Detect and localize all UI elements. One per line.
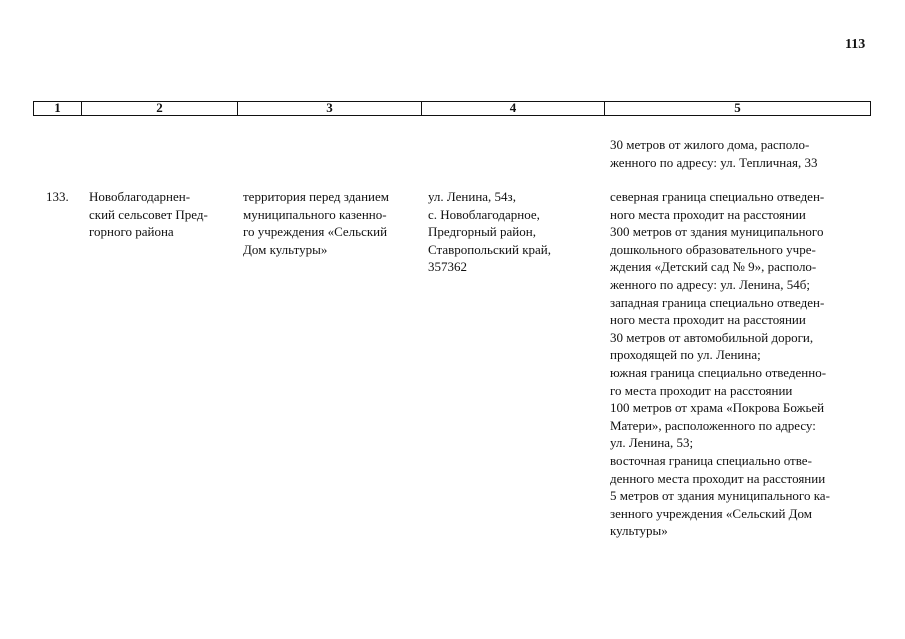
column-header-3: 3 <box>238 102 422 115</box>
address-line: с. Новоблагодарное, <box>428 206 540 222</box>
place-line: муниципального казенно- <box>243 206 387 222</box>
borders-line: ного места проходит на расстоянии <box>610 312 806 328</box>
borders-line: го места проходит на расстоянии <box>610 382 793 398</box>
borders-line: 300 метров от здания муниципального <box>610 224 824 240</box>
place-line: го учреждения «Сельский <box>243 224 388 240</box>
address-line: Ставропольский край, <box>428 241 551 257</box>
borders-line: Матери», расположенного по адресу: <box>610 417 816 433</box>
place-line: Дом культуры» <box>243 241 328 257</box>
organization-line: Новоблагодарнен- <box>89 189 191 204</box>
borders-line: культуры» <box>610 523 668 539</box>
continuation-text <box>610 136 868 171</box>
borders-line: западная граница специально отведен- <box>610 294 825 310</box>
row-borders <box>610 188 868 540</box>
place-line: территория перед зданием <box>243 189 389 204</box>
address-line: 357362 <box>428 259 467 275</box>
borders-line: 5 метров от здания муниципального ка- <box>610 488 830 504</box>
address-line: Предгорный район, <box>428 224 536 240</box>
address-line: ул. Ленина, 54з, <box>428 189 516 204</box>
borders-line: проходящей по ул. Ленина; <box>610 347 761 363</box>
borders-line: 30 метров от автомобильной дороги, <box>610 329 814 345</box>
row-organization <box>89 188 234 241</box>
column-header-2: 2 <box>82 102 238 115</box>
organization-line: ский сельсовет Пред- <box>89 206 208 222</box>
borders-line: южная граница специально отведенно- <box>610 364 827 380</box>
borders-line: северная граница специально отведен- <box>610 189 825 204</box>
column-header-4: 4 <box>422 102 605 115</box>
continuation-line: 30 метров от жилого дома, располо- <box>610 137 810 152</box>
column-header-5: 5 <box>734 100 741 115</box>
borders-line: ул. Ленина, 53; <box>610 435 694 451</box>
borders-line: ного места проходит на расстоянии <box>610 206 806 222</box>
borders-line: зенного учреждения «Сельский Дом <box>610 505 813 521</box>
borders-line: денного места проходит на расстоянии <box>610 470 826 486</box>
borders-line: ждения «Детский сад № 9», располо- <box>610 259 817 275</box>
column-header-1: 1 <box>34 102 82 115</box>
column-header-row <box>33 101 871 116</box>
page-number: 113 <box>845 37 866 52</box>
row-address <box>428 188 598 276</box>
borders-line: дошкольного образовательного учре- <box>610 241 816 257</box>
row-number: 133. <box>46 189 69 204</box>
organization-line: горного района <box>89 224 174 240</box>
continuation-line: женного по адресу: ул. Тепличная, 33 <box>610 154 818 170</box>
row-place <box>243 188 419 258</box>
borders-line: 100 метров от храма «Покрова Божьей <box>610 400 825 416</box>
borders-line: восточная граница специально отве- <box>610 452 812 468</box>
borders-line: женного по адресу: ул. Ленина, 54б; <box>610 276 811 292</box>
